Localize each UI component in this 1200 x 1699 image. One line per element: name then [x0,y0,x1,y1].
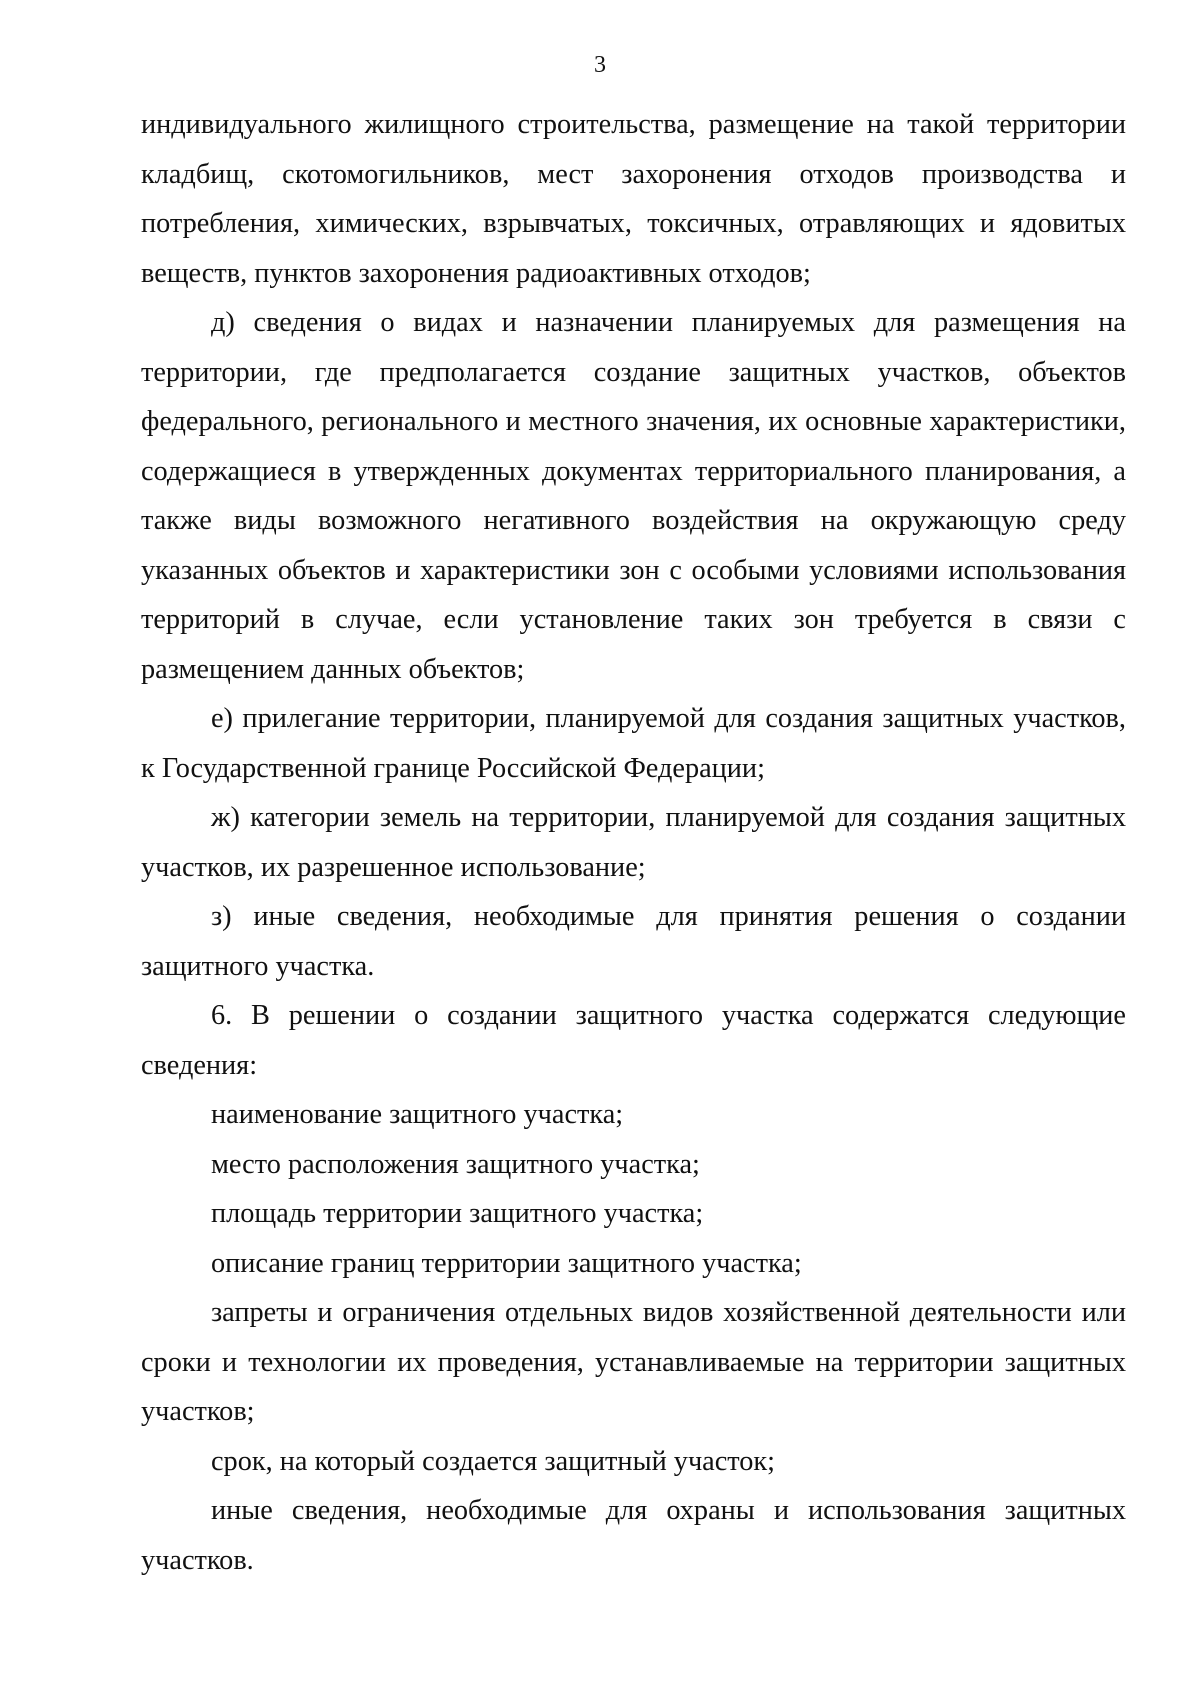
list-item-boundaries: описание границ территории защитного участка; [211,1247,802,1279]
paragraph-section-6: 6. В решении о создании защитного участка содержатся следующие сведения: [141,1000,1126,1081]
paragraph-item-z: з) иные сведения, необходимые для принятия решения о создании защитного участка. [141,901,1126,982]
list-item-location: место расположения защитного участка; [211,1148,700,1180]
list-item-name: наименование защитного участка; [211,1099,624,1130]
paragraph-item-zh: ж) категории земель на территории, планируемой для создания защитных участков, их разрешенное использование; [141,802,1126,883]
list-item-area: площадь территории защитного участка; [211,1198,704,1229]
list-item-term: срок, на который создается защитный участок; [211,1445,776,1477]
document-body [141,100,1126,1585]
page-number: 3 [594,52,606,78]
paragraph-item-d: д) сведения о видах и назначении планируемых для размещения на территории, где предполагается создание защитных участков, объектов федерального, регионального и местного значения, их основные характеристики, содержащиеся в утвержденных документах территориального планирования, а также виды возможного негативного воздействия на окружающую среду указанных объектов и характеристики зон с особыми условиями использования территорий в случае, если установление таких зон требуется в связи с размещением данных объектов; [141,307,1126,685]
paragraph-item-e: е) прилегание территории, планируемой для создания защитных участков, к Государственной границе Российской Федерации; [141,703,1126,784]
paragraph-continuation: индивидуального жилищного строительства, размещение на такой территории кладбищ, скотомогильников, мест захоронения отходов производства и потребления, химических, взрывчатых, токсичных, отравляющих и ядовитых веществ, пунктов захоронения радиоактивных отходов; [141,109,1126,289]
list-item-other: иные сведения, необходимые для охраны и использования защитных участков. [141,1495,1126,1576]
list-item-restrictions: запреты и ограничения отдельных видов хозяйственной деятельности или сроки и технологии их проведения, устанавливаемые на территории защитных участков; [141,1297,1126,1427]
